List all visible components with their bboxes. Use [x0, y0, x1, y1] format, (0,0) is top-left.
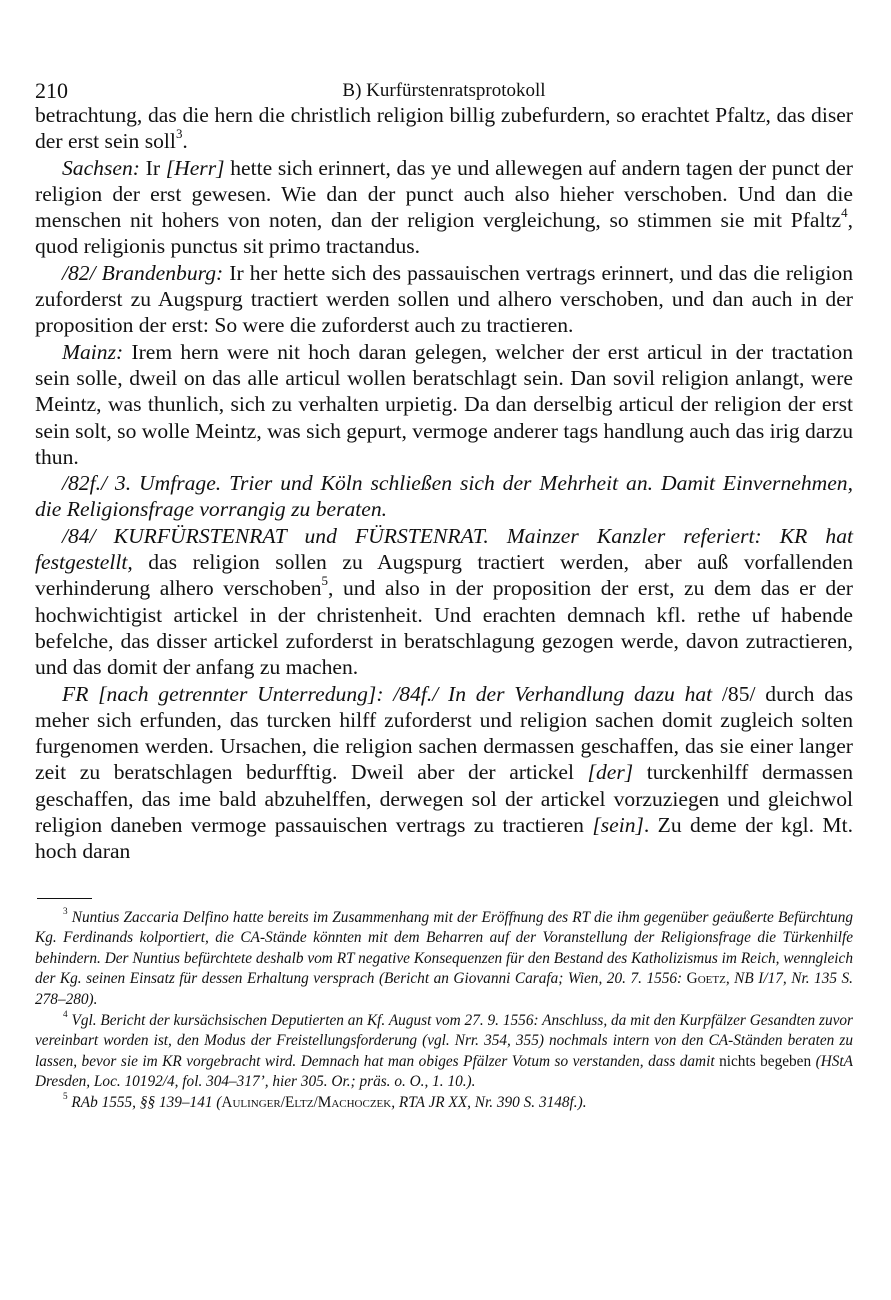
- paragraph-sachsen: Sachsen: Ir [Herr] hette sich erinnert, das ye und allewegen auf andern tagen der punct der religion der erst gewesen. Wie dan der punct auch also hieher verschoben. Und dan die menschen nit hohers von noten, dan der religion vergleichung, so stimmen sie mit Pfaltz$^4$, quod religionis punctus sit primo tractandus.: [35, 155, 853, 259]
- paragraph-umfrage: /82f./ 3. Umfrage. Trier und Köln schließen sich der Mehrheit an. Damit Einvernehmen, die Religionsfrage vorrangig zu beraten.: [35, 471, 853, 522]
- footnote-number: 3: [63, 906, 68, 917]
- speaker-label: Sachsen:: [62, 155, 140, 180]
- paragraph-mainz: Mainz: Irem hern were nit hoch daran gelegen, welcher der erst articul in der tractation sein solle, dweil on das alle articul wollen beratschlagt sein. Dan sovil religion anlangt, were Meintz, was thunlich, sich zu verhalten urpietig. Da dan derselbig articul der religion der erst sein solt, so wolle Meintz, was sich gepurt, vermoge anderer tags handlung auch das irig darzu thun.: [35, 339, 853, 469]
- paragraph-1: betrachtung, das die hern die christlich religion billig zubefurdern, so erachtet Pfaltz, das diser der erst sein soll$^3$.: [35, 103, 853, 154]
- footnote-ref-3[interactable]: 3: [175, 126, 183, 142]
- footnote-number: 5: [63, 1091, 68, 1102]
- speaker-label: /84/ KURFÜRSTENRAT und FÜRSTENRAT. Mainzer Kanzler referiert: KR hat festgestellt,: [35, 523, 853, 575]
- page-number: 210: [35, 78, 68, 103]
- footnote-divider: [37, 898, 92, 899]
- main-text: [35, 102, 853, 865]
- footnote-3: $^3$ Nuntius Zaccaria Delfino hatte bereits im Zusammenhang mit der Eröffnung des RT die ihm gegenüber geäußerte Befürchtung Kg. Ferdinands kolportiert, die CA-Stände könnten mit dem Beharren auf der Voranstellung der Religionsfrage die Türkenhilfe behindern. Der Nuntius befürchtete deshalb vom RT negative Konsequenzen für den Bestand des Katholizismus im Reich, wenngleich der Kg. seinen Einsatz für dessen Erhaltung versprach (Bericht an Giovanni Carafa; Wien, 20. 7. 1556: Goetz, NB I/17, Nr. 135 S. 278–280).: [35, 906, 854, 1008]
- paragraph-brandenburg: /82/ Brandenburg: Ir her hette sich des passauischen vertrags erinnert, und das die religion zuforderst zu Augspurg tractiert werden sollen und alhero verschoben, und dan auch in der proposition der erst: So were die zuforderst auch zu tractieren.: [35, 260, 854, 338]
- footnote-5: $^5$ RAb 1555, §§ 139–141 (Aulinger/Eltz/Machoczek, RTA JR XX, Nr. 390 S. 3148f.).: [63, 1091, 587, 1111]
- paragraph-kurfuerstenrat: /84/ KURFÜRSTENRAT und FÜRSTENRAT. Mainzer Kanzler referiert: KR hat festgestellt, das religion sollen zu Augspurg tractiert werden, aber auß vorfallenden verhinderung alhero verschoben$^5$, und also in der proposition der erst, zu dem das er der hochwichtigist artickel in der christenheit. Und erachten demnach kfl. rethe uf habende befelche, das disser artickel zuforderst in beratschlagung gezogen werde, davon zutractieren, und das domit der anfang zu machen.: [35, 523, 853, 680]
- page-header: [35, 60, 853, 103]
- document-page: [35, 60, 853, 1114]
- speaker-label: Mainz:: [62, 339, 124, 364]
- footnote-ref-4[interactable]: 4: [841, 205, 848, 221]
- footnote-ref-5[interactable]: 5: [321, 573, 329, 589]
- footnote-4: $^4$ Vgl. Bericht der kursächsischen Deputierten an Kf. August vom 27. 9. 1556: Anschluss, da mit den Kurpfälzer Gesandten zuvor vereinbart worden ist, den Modus der Freistellungsforderung (vgl. Nrr. 354, 355) nochmals intern von den CA-Ständen beraten zu lassen, bevor sie im KR vorgebracht wird. Demnach hat man obiges Pfälzer Votum so verstanden, dass damit nichts begeben (HStA Dresden, Loc. 10192/4, fol. 304–317’, hier 305. Or.; präs. o. O., 1. 10.).: [35, 1009, 853, 1091]
- footnotes: [35, 908, 853, 1114]
- speaker-label: /82/ Brandenburg:: [62, 260, 224, 285]
- paragraph-fuerstenrat: FR [nach getrennter Unterredung]: /84f./ In der Verhandlung dazu hat /85/ durch das meher sich erfunden, das turcken hilff zuforderst und religion sachen domit zugleich solten furgenomen werden. Ursachen, die religion sachen dermassen geschaffen, das sie einer langer zeit zu beratschlagen bedurfftig. Dweil aber der artickel [der] turckenhilff dermassen geschaffen, das ime bald abzuhelffen, derwegen sol der artickel vorzuziegen und gleichwol religion daneben vermoge passauischen vertrags zu tractieren [sein]. Zu deme der kgl. Mt. hoch daran: [35, 681, 853, 864]
- speaker-label: FR [nach getrennter Unterredung]: /84f./ In der Verhandlung dazu hat: [62, 681, 713, 706]
- running-title: B) Kurfürstenratsprotokoll: [342, 80, 546, 101]
- footnote-number: 4: [63, 1009, 68, 1020]
